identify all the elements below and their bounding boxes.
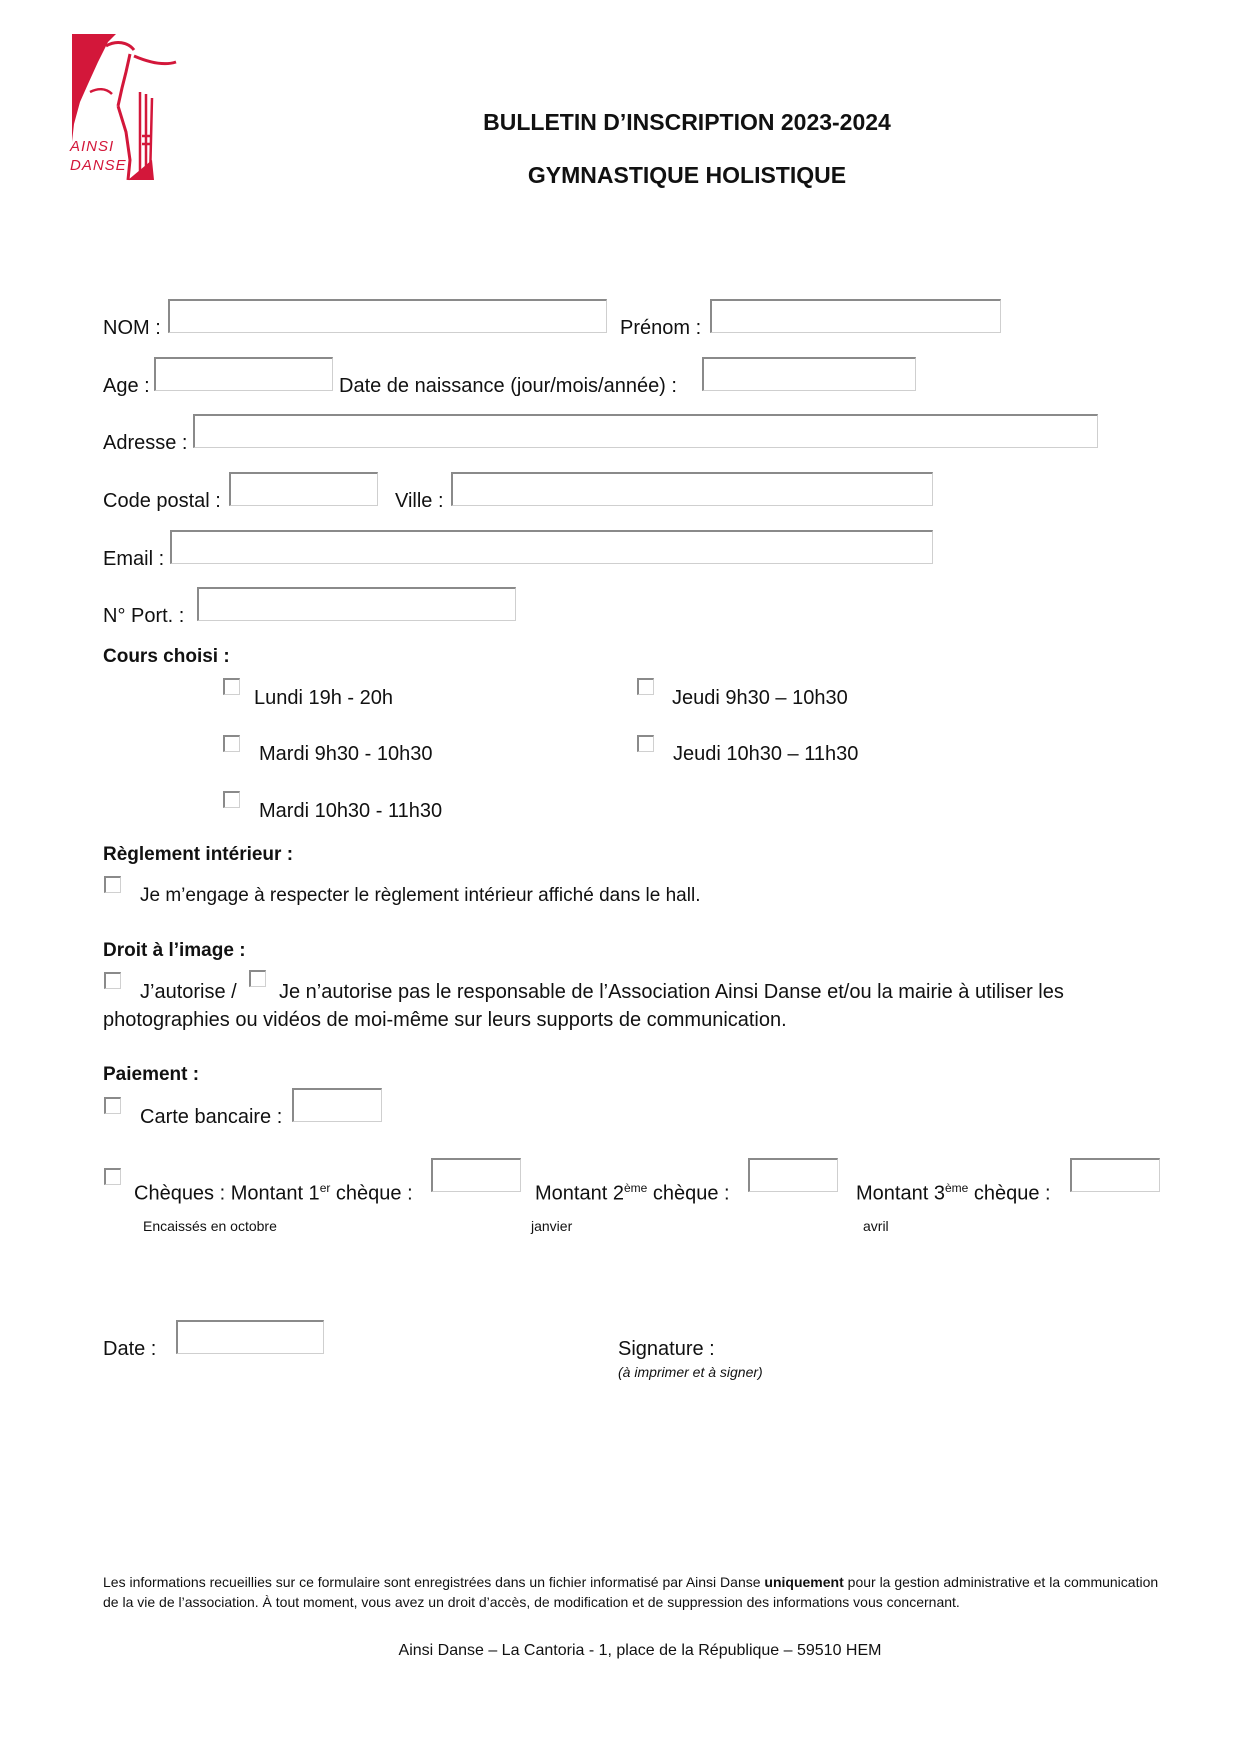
encaisses-avril: avril — [863, 1218, 889, 1234]
encaisses-janvier: janvier — [531, 1218, 573, 1234]
prenom-label: Prénom : — [620, 317, 702, 339]
n-autorise-text-line1: Je n’autorise pas le responsable de l’Association Ainsi Danse et/ou la mairie à utiliser les — [279, 981, 1064, 1003]
signature-label: Signature : — [618, 1338, 715, 1360]
cheque-3-field[interactable] — [1070, 1158, 1160, 1192]
reglement-text: Je m’engage à respecter le règlement intérieur affiché dans le hall. — [140, 885, 701, 906]
n-autorise-text-line2: photographies ou vidéos de moi-même sur leurs supports de communication. — [103, 1009, 787, 1031]
cours-option-mardi-2: Mardi 10h30 - 11h30 — [259, 800, 443, 822]
email-label: Email : — [103, 548, 165, 570]
email-field[interactable] — [170, 530, 933, 564]
checkbox-reglement[interactable] — [104, 876, 121, 893]
nom-label: NOM : — [103, 317, 161, 339]
checkbox-jeudi-2[interactable] — [637, 735, 654, 752]
age-label: Age : — [103, 375, 150, 397]
paiement-heading: Paiement : — [103, 1064, 200, 1085]
date-naissance-label: Date de naissance (jour/mois/année) : — [339, 375, 677, 397]
checkbox-cheques[interactable] — [104, 1168, 121, 1185]
code-postal-label: Code postal : — [103, 490, 221, 512]
port-field[interactable] — [197, 587, 516, 621]
page-title: BULLETIN D’INSCRIPTION 2023-2024 — [483, 109, 891, 135]
cheque-1-field[interactable] — [431, 1158, 521, 1192]
checkbox-mardi-2[interactable] — [223, 791, 240, 808]
prenom-field[interactable] — [710, 299, 1001, 333]
carte-label: Carte bancaire : — [140, 1106, 283, 1128]
footer-address: Ainsi Danse – La Cantoria - 1, place de la République – 59510 HEM — [398, 1642, 882, 1659]
checkbox-n-autorise[interactable] — [249, 970, 266, 987]
autorise-label: J’autorise / — [140, 981, 237, 1003]
carte-amount-field[interactable] — [292, 1088, 382, 1122]
cours-option-mardi-1: Mardi 9h30 - 10h30 — [259, 743, 433, 765]
cheque-2-field[interactable] — [748, 1158, 838, 1192]
adresse-field[interactable] — [193, 414, 1098, 448]
checkbox-lundi[interactable] — [223, 678, 240, 695]
reglement-heading: Règlement intérieur : — [103, 844, 294, 865]
checkbox-jeudi-1[interactable] — [637, 678, 654, 695]
cours-option-lundi: Lundi 19h - 20h — [254, 687, 394, 709]
encaisses-octobre: Encaissés en octobre — [143, 1218, 277, 1234]
cheque-3-label: Montant 3ème chèque : — [856, 1181, 1051, 1205]
privacy-notice: Les informations recueillies sur ce formulaire sont enregistrées dans un fichier informatisé par Ainsi Danse uniquement pour la gestion administrative et la communication de la vie de l’association. À tout moment, vous avez un droit d’accès, de modification et de suppression des informations vous concernant. — [103, 1574, 1159, 1610]
age-field[interactable] — [154, 357, 333, 391]
checkbox-autorise[interactable] — [104, 972, 121, 989]
adresse-label: Adresse : — [103, 432, 188, 454]
date-label: Date : — [103, 1338, 157, 1360]
checkbox-mardi-1[interactable] — [223, 735, 240, 752]
ainsi-danse-logo — [68, 32, 180, 184]
code-postal-field[interactable] — [229, 472, 378, 506]
checkbox-carte[interactable] — [104, 1097, 121, 1114]
date-field[interactable] — [176, 1320, 324, 1354]
ville-label: Ville : — [395, 490, 444, 512]
signature-note: (à imprimer et à signer) — [618, 1364, 763, 1380]
cours-heading: Cours choisi : — [103, 646, 230, 667]
logo-text-ainsi: AINSI — [70, 138, 115, 155]
cours-option-jeudi-1: Jeudi 9h30 – 10h30 — [672, 687, 848, 709]
logo-text-danse: DANSE — [70, 157, 127, 174]
cours-option-jeudi-2: Jeudi 10h30 – 11h30 — [673, 743, 859, 765]
date-naissance-field[interactable] — [702, 357, 916, 391]
page-subtitle: GYMNASTIQUE HOLISTIQUE — [527, 162, 847, 188]
cheque-2-label: Montant 2ème chèque : — [535, 1181, 730, 1205]
image-heading: Droit à l’image : — [103, 940, 246, 961]
ville-field[interactable] — [451, 472, 933, 506]
cheque-1-label: Chèques : Montant 1er chèque : — [134, 1181, 413, 1205]
nom-field[interactable] — [168, 299, 607, 333]
port-label: N° Port. : — [103, 605, 185, 627]
